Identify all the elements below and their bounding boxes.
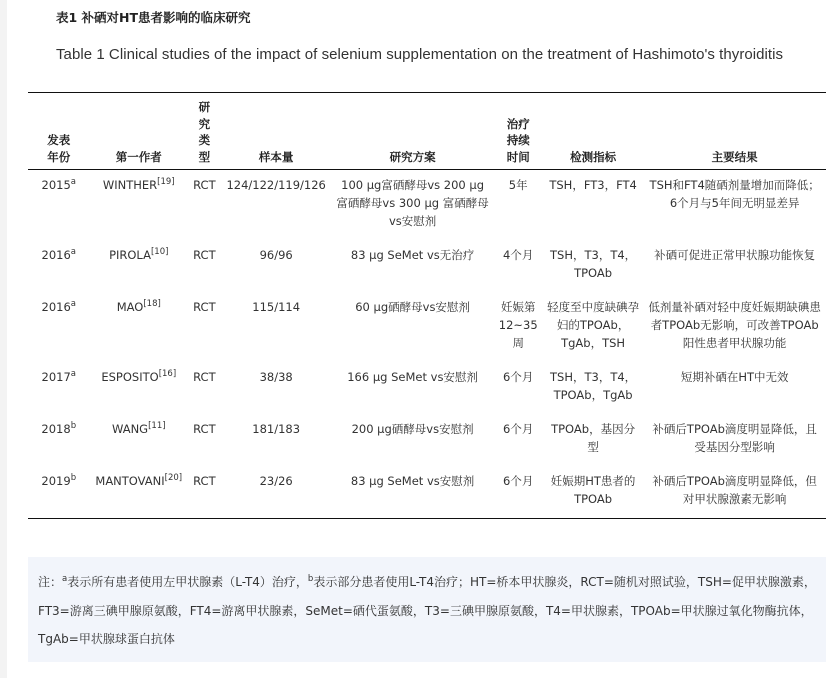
table-footnote — [28, 557, 826, 662]
cell-scheme: 83 μg SeMet vs无治疗 — [350, 248, 475, 262]
cell-year: 2016$^a$ — [41, 247, 77, 262]
table-row — [28, 292, 826, 362]
cell-duration: 妊娠第12~35周 — [498, 300, 538, 350]
cell-author: PIROLA[10] — [109, 247, 169, 262]
table-row — [28, 362, 826, 414]
cell-year: 2018$^b$ — [41, 421, 77, 436]
cell-type: RCT — [193, 248, 216, 262]
cell-type: RCT — [193, 300, 216, 314]
cell-scheme: 100 μg富硒酵母vs 200 μg富硒酵母vs 300 μg 富硒酵母vs安慰剂 — [336, 178, 489, 228]
cell-year: 2016$^a$ — [41, 299, 77, 314]
cell-sample: 23/26 — [259, 474, 293, 488]
table-row — [28, 466, 826, 519]
cell-sample: 115/114 — [252, 300, 301, 314]
cell-author: MANTOVANI[20] — [95, 473, 183, 488]
table-caption-english: Table 1 Clinical studies of the impact of selenium supplementation on the treatment of Hashimoto's thyroiditis — [56, 46, 784, 63]
header-study-type: 研 究 类 型 — [198, 100, 211, 164]
reference-link[interactable]: [19] — [157, 177, 175, 187]
header-indices: 检测指标 — [570, 149, 617, 164]
cell-result: 补硒后TPOAb滴度明显降低，且受基因分型影响 — [652, 422, 817, 454]
header-sample-size: 样本量 — [258, 149, 294, 164]
clinical-studies-table — [28, 92, 826, 519]
cell-sample: 181/183 — [252, 422, 301, 436]
cell-scheme: 200 μg硒酵母vs安慰剂 — [351, 422, 474, 436]
cell-duration: 5年 — [508, 178, 528, 192]
cell-scheme: 83 μg SeMet vs安慰剂 — [350, 474, 475, 488]
cell-duration: 6个月 — [503, 370, 534, 384]
cell-scheme: 166 μg SeMet vs安慰剂 — [347, 370, 478, 384]
cell-author: ESPOSITO[16] — [101, 369, 177, 384]
reference-link[interactable]: [16] — [158, 369, 177, 379]
cell-type: RCT — [193, 474, 216, 488]
cell-type: RCT — [193, 178, 216, 192]
header-author: 第一作者 — [115, 149, 162, 164]
cell-result: 补硒可促进正常甲状腺功能恢复 — [654, 248, 816, 262]
cell-year: 2015$^a$ — [41, 177, 77, 192]
footnote-text: 注：$^a$表示所有患者使用左甲状腺素（L-T4）治疗，$^b$表示部分患者使用L-T4治疗；HT=桥本甲状腺炎，RCT=随机对照试验，TSH=促甲状腺激素，FT3=游离三碘甲腺原氨酸，FT4=游离甲状腺素，SeMet=硒代蛋氨酸，T3=三碘甲腺原氨酸，T4=甲状腺素，TPOAb=甲状腺过氧化物酶抗体，TgAb=甲状腺球蛋白抗体 — [38, 574, 816, 646]
header-main-results: 主要结果 — [711, 149, 758, 164]
cell-indices: TSH，T3，T4，TPOAb — [550, 248, 637, 280]
table-row — [28, 414, 826, 466]
cell-sample: 38/38 — [259, 370, 293, 384]
cell-result: 低剂量补硒对轻中度妊娠期缺碘患者TPOAb无影响，可改善TPOAb阳性患者甲状腺功能 — [648, 300, 821, 350]
cell-year: 2017$^a$ — [41, 369, 77, 384]
cell-duration: 6个月 — [503, 422, 534, 436]
reference-link[interactable]: [11] — [148, 421, 166, 431]
cell-type: RCT — [193, 370, 216, 384]
page-left-margin — [0, 0, 7, 678]
cell-indices: TSH，FT3，FT4 — [549, 178, 637, 192]
cell-type: RCT — [193, 422, 216, 436]
cell-author: WINTHER[19] — [102, 177, 175, 192]
cell-author: WANG[11] — [111, 421, 166, 436]
table-row — [28, 240, 826, 292]
header-scheme: 研究方案 — [389, 149, 436, 164]
reference-link[interactable]: [20] — [164, 473, 183, 483]
reference-link[interactable]: [10] — [150, 247, 169, 257]
table-caption-chinese: 表1 补硒对HT患者影响的临床研究 — [56, 10, 251, 25]
cell-indices: TPOAb，基因分型 — [551, 422, 636, 454]
cell-result: 短期补硒在HT中无效 — [680, 370, 789, 384]
cell-result: TSH和FT4随硒剂量增加而降低；6个月与5年间无明显差异 — [649, 178, 820, 210]
table-row — [28, 170, 826, 241]
cell-scheme: 60 μg硒酵母vs安慰剂 — [355, 300, 470, 314]
cell-duration: 4个月 — [503, 248, 534, 262]
cell-result: 补硒后TPOAb滴度明显降低，但对甲状腺激素无影响 — [652, 474, 817, 506]
reference-link[interactable]: [18] — [143, 299, 161, 309]
header-year: 发表 年份 — [47, 133, 71, 164]
cell-author: MAO[18] — [116, 299, 161, 314]
cell-sample: 96/96 — [259, 248, 293, 262]
cell-indices: TSH，T3，T4，TPOAb，TgAb — [550, 370, 637, 402]
table-header-row — [28, 93, 826, 170]
cell-indices: 妊娠期HT患者的TPOAb — [550, 474, 636, 506]
header-duration: 治疗 持续 时间 — [506, 116, 530, 164]
cell-sample: 124/122/119/126 — [226, 178, 326, 192]
cell-duration: 6个月 — [503, 474, 534, 488]
cell-year: 2019$^b$ — [41, 473, 77, 488]
cell-indices: 轻度至中度缺碘孕妇的TPOAb，TgAb，TSH — [547, 300, 640, 350]
